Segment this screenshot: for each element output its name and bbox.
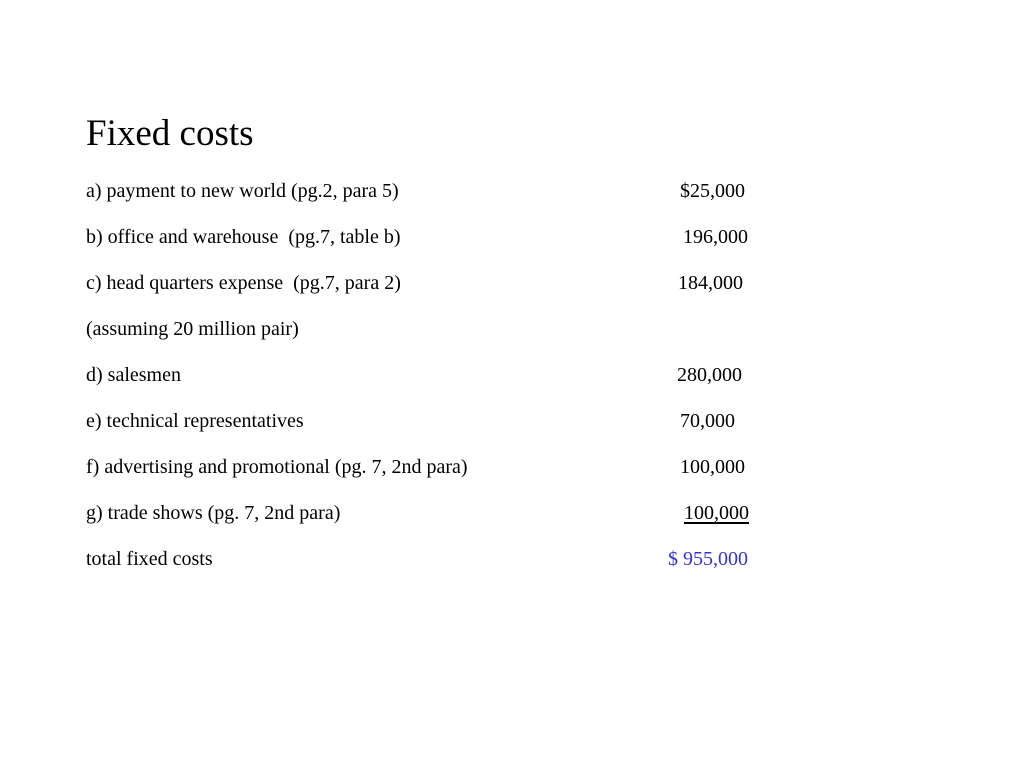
- assumption-note: [0, 316, 1023, 342]
- cost-label: g) trade shows (pg. 7, 2nd para): [86, 502, 341, 524]
- cost-row-f: [0, 454, 1023, 480]
- cost-amount: 100,000: [680, 456, 745, 478]
- cost-row-b: [0, 224, 1023, 250]
- cost-label: a) payment to new world (pg.2, para 5): [86, 180, 399, 202]
- cost-row-c: [0, 270, 1023, 296]
- total-label: total fixed costs: [86, 548, 213, 570]
- cost-row-e: [0, 408, 1023, 434]
- cost-amount: 70,000: [680, 410, 735, 432]
- cost-label: d) salesmen: [86, 364, 181, 386]
- note-label: (assuming 20 million pair): [86, 318, 299, 340]
- cost-amount: 280,000: [677, 364, 742, 386]
- cost-amount: 196,000: [683, 226, 748, 248]
- cost-label: e) technical representatives: [86, 410, 304, 432]
- cost-label: c) head quarters expense (pg.7, para 2): [86, 272, 401, 294]
- cost-amount: 100,000: [684, 502, 749, 524]
- cost-label: b) office and warehouse (pg.7, table b): [86, 226, 401, 248]
- cost-amount: $25,000: [680, 180, 745, 202]
- cost-row-a: [0, 178, 1023, 204]
- cost-row-g: [0, 500, 1023, 526]
- cost-row-d: [0, 362, 1023, 388]
- cost-label: f) advertising and promotional (pg. 7, 2nd para): [86, 456, 468, 478]
- cost-amount: 184,000: [678, 272, 743, 294]
- slide-title: Fixed costs: [86, 113, 254, 154]
- total-amount: $ 955,000: [668, 548, 748, 570]
- total-row: [0, 546, 1023, 572]
